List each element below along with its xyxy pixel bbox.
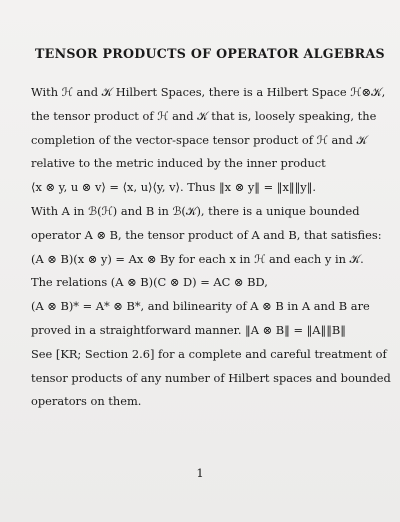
text-line: relative to the metric induced by the inner product <box>31 156 326 171</box>
text-line: See [KR; Section 2.6] for a complete and careful treatment of <box>31 346 387 361</box>
text-line: (A ⊗ B)* = A* ⊗ B*, and bilinearity of A ⊗ B in A and B are <box>31 299 370 314</box>
text-line: tensor products of any number of Hilbert spaces and bounded <box>31 370 391 385</box>
text-line: the tensor product of ℋ and 𝒦 that is, loosely speaking, the <box>31 108 377 123</box>
text-line: proved in a straightforward manner. ‖A ⊗ B‖ = ‖A‖‖B‖ <box>31 322 346 337</box>
text-line: With A in ℬ(ℋ) and B in ℬ(𝒦), there is a unique bounded <box>31 203 360 218</box>
text-line: With ℋ and 𝒦 Hilbert Spaces, there is a Hilbert Space ℋ⊗𝒦, <box>31 85 386 99</box>
page-number: 1 <box>196 466 204 480</box>
document-title: TENSOR PRODUCTS OF OPERATOR ALGEBRAS <box>35 46 385 61</box>
text-line: ⟨x ⊗ y, u ⊗ v⟩ = ⟨x, u⟩⟨y, v⟩. Thus ‖x ⊗ y‖ = ‖x‖‖y‖. <box>31 180 317 195</box>
text-line: completion of the vector-space tensor product of ℋ and 𝒦 <box>31 132 368 147</box>
text-line: operators on them. <box>31 394 142 409</box>
text-line: (A ⊗ B)(x ⊗ y) = Ax ⊗ By for each x in ℋ and each y in 𝒦. <box>31 251 364 266</box>
body-paragraph <box>31 81 391 414</box>
text-line: operator A ⊗ B, the tensor product of A and B, that satisfies: <box>31 227 382 242</box>
text-line: The relations (A ⊗ B)(C ⊗ D) = AC ⊗ BD, <box>31 275 268 290</box>
